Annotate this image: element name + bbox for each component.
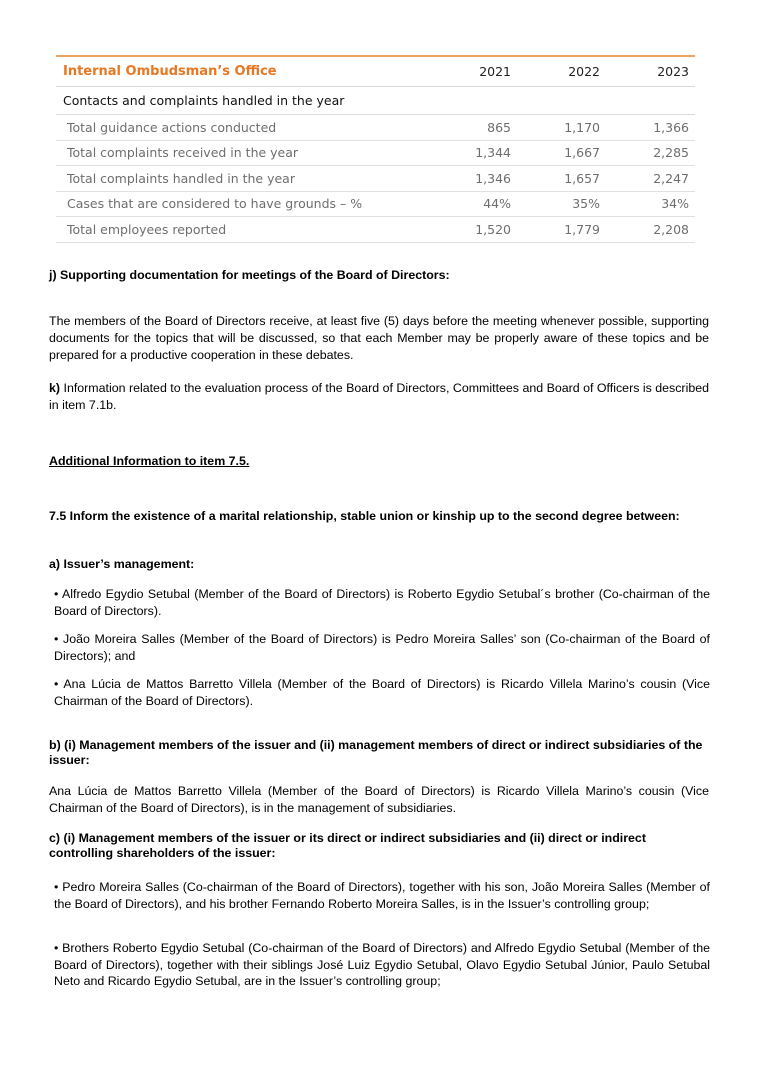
section-k-label: k)	[49, 381, 61, 395]
table-row	[56, 141, 695, 167]
sub-c-bullet: • Pedro Moreira Salles (Co-chairman of the Board of Directors), together with his son, João Moreira Salles (Member of the Board of Directors), and his brother Fernando Roberto Moreira Salles, is in the Issuer’s controlling group;	[54, 880, 710, 911]
section-k-text: Information related to the evaluation process of the Board of Directors, Committees and Board of Officers is described in item 7.1b.	[49, 381, 709, 412]
table-row	[56, 166, 695, 192]
sub-a-heading: a) Issuer’s management:	[49, 557, 195, 571]
row-label: Total employees reported	[67, 221, 227, 237]
row-value: 1,657	[564, 170, 600, 186]
row-value: 1,346	[475, 170, 511, 186]
row-value: 1,366	[653, 119, 689, 135]
sub-b-heading: b) (i) Management members of the issuer and (ii) management members of direct or indirect subsidiaries of the issuer:	[49, 738, 703, 767]
row-value: 2,208	[653, 221, 689, 237]
row-value: 1,344	[475, 145, 511, 161]
sub-a-bullet: • João Moreira Salles (Member of the Board of Directors) is Pedro Moreira Salles’ son (Co-chairman of the Board of Directors); and	[54, 632, 710, 663]
row-value: 35%	[572, 196, 600, 212]
section-j-text: The members of the Board of Directors receive, at least five (5) days before the meeting whenever possible, supporting documents for the topics that will be discussed, so that each Member may be properly aware of these topics and be prepared for a productive cooperation in these debates.	[49, 314, 709, 362]
row-value: 1,170	[564, 119, 600, 135]
section-j-heading: j) Supporting documentation for meetings of the Board of Directors:	[49, 268, 450, 282]
row-label: Total guidance actions conducted	[67, 119, 277, 135]
table-row	[56, 217, 695, 243]
row-value: 1,520	[475, 221, 511, 237]
row-value: 865	[487, 119, 511, 135]
row-label: Total complaints handled in the year	[67, 170, 295, 186]
row-value: 1,667	[564, 145, 600, 161]
table-row	[56, 192, 695, 218]
sub-a-bullet: • Ana Lúcia de Mattos Barretto Villela (Member of the Board of Directors) is Ricardo Villela Marino’s cousin (Vice Chairman of the Board of Directors).	[54, 677, 710, 708]
year-2021: 2021	[479, 64, 511, 79]
sub-c-bullet: • Brothers Roberto Egydio Setubal (Co-chairman of the Board of Directors) and Alfredo Egydio Setubal (Member of the Board of Directors), together with their siblings José Luiz Egydio Setubal, Olavo Egydio Setubal Júnior, Paulo Setubal Neto and Ricardo Egydio Setubal, are in the Issuer’s controlling group;	[54, 941, 710, 988]
row-value: 44%	[483, 196, 511, 212]
table-title: Internal Ombudsman’s Office	[63, 64, 277, 79]
sub-b-text: Ana Lúcia de Mattos Barretto Villela (Member of the Board of Directors) is Ricardo Villela Marino’s cousin (Vice Chairman of the Board of Directors), is in the management of subsidiaries.	[49, 784, 709, 815]
row-value: 2,285	[653, 145, 689, 161]
row-label: Cases that are considered to have grounds – %	[67, 196, 363, 212]
sub-a-bullet: • Alfredo Egydio Setubal (Member of the Board of Directors) is Roberto Egydio Setubal´s brother (Co-chairman of the Board of Directors).	[54, 587, 710, 618]
section-k-paragraph	[49, 380, 709, 414]
row-label: Total complaints received in the year	[67, 145, 299, 161]
table-subheader: Contacts and complaints handled in the year	[56, 86, 695, 115]
table-row	[56, 115, 695, 141]
year-2023: 2023	[657, 64, 689, 79]
item-75-heading: 7.5 Inform the existence of a marital relationship, stable union or kinship up to the second degree between:	[49, 509, 680, 523]
additional-info-heading: Additional Information to item 7.5.	[49, 454, 250, 468]
row-value: 34%	[661, 196, 689, 212]
row-value: 2,247	[653, 170, 689, 186]
year-2022: 2022	[568, 64, 600, 79]
ombudsman-table	[56, 55, 695, 243]
row-value: 1,779	[564, 221, 600, 237]
table-header	[56, 57, 695, 86]
sub-c-heading: c) (i) Management members of the issuer or its direct or indirect subsidiaries and (ii) direct or indirect controlling shareholders of the issuer:	[49, 831, 646, 860]
